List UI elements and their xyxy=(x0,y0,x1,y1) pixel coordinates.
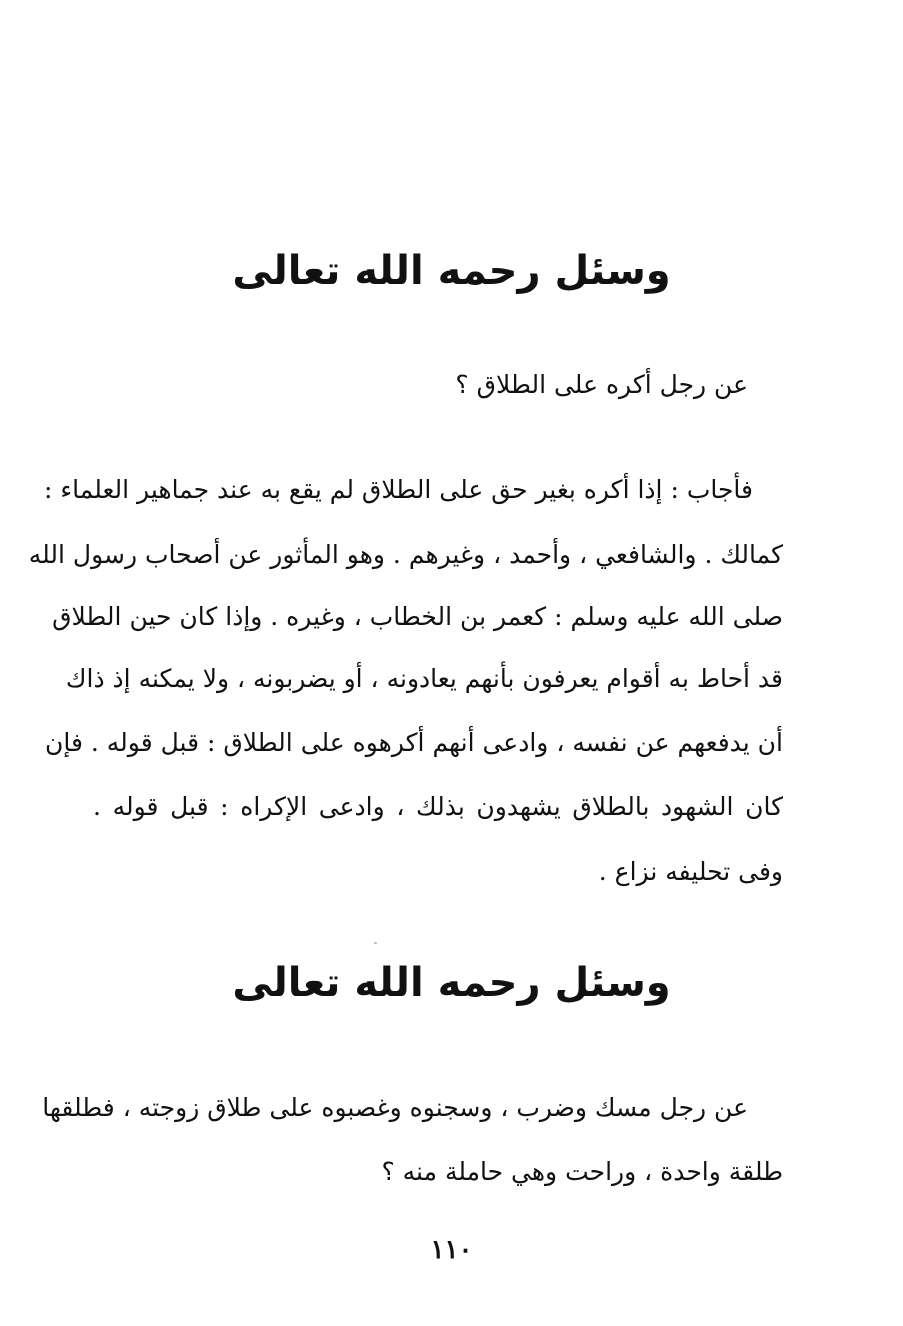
answer-line: قد أحاط به أقوام يعرفون بأنهم يعادونه ، أو يضربونه ، ولا يمكنه إذ ذاك xyxy=(65,664,783,693)
answer-line: كان الشهود بالطلاق يشهدون بذلك ، وادعى الإكراه : قبل قوله . xyxy=(93,792,783,821)
page-number: ١١٠ xyxy=(430,1235,473,1265)
print-speck xyxy=(374,942,377,944)
answer-line: كمالك . والشافعي ، وأحمد ، وغيرهم . وهو المأثور عن أصحاب رسول الله xyxy=(28,540,783,569)
section-heading: وسئل رحمه الله تعالى xyxy=(232,960,671,1006)
answer-line: أن يدفعهم عن نفسه ، وادعى أنهم أكرهوه على الطلاق : قبل قوله . فإن xyxy=(45,728,783,757)
answer-line: فأجاب : إذا أكره بغير حق على الطلاق لم يقع به عند جماهير العلماء : xyxy=(44,475,753,504)
answer-line: وفى تحليفه نزاع . xyxy=(598,857,783,886)
question-text: عن رجل أكره على الطلاق ؟ xyxy=(455,370,748,399)
question-line: طلقة واحدة ، وراحت وهي حاملة منه ؟ xyxy=(381,1157,783,1186)
answer-line: صلى الله عليه وسلم : كعمر بن الخطاب ، وغيره . وإذا كان حين الطلاق xyxy=(52,602,783,631)
question-line: عن رجل مسك وضرب ، وسجنوه وغصبوه على طلاق زوجته ، فطلقها xyxy=(42,1093,748,1122)
section-heading: وسئل رحمه الله تعالى xyxy=(232,248,671,294)
